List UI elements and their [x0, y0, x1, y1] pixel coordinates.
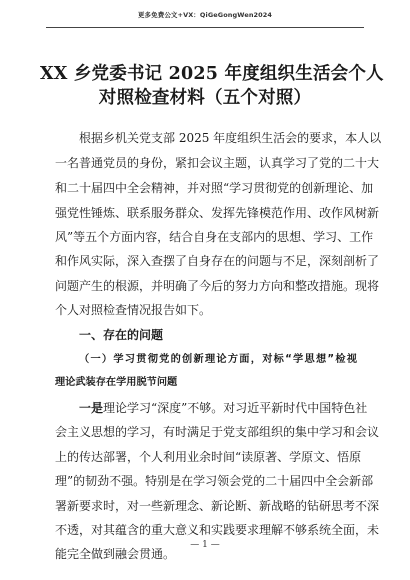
problem-paragraph-line: 理”的韧劲不强。特别是在学习领会党的二十届四中全会新部: [55, 474, 374, 488]
problem-paragraph-line: 署新要求时，对一些新理念、新论断、新战略的钻研思考不深: [55, 499, 380, 513]
page-number: — 1 —: [190, 540, 220, 550]
intro-line: 个人对照检查情况报告如下。: [55, 303, 212, 317]
document-header-note: 更多免费公文+VX：QiGeGongWen2024: [137, 11, 273, 19]
intro-line: 一名普通党员的身份，紧扣会议主题，认真学习了党的二十大: [55, 156, 380, 170]
paragraph-first-line-text: 理论学习“深度”不够。对习近平新时代中国特色社: [103, 401, 368, 415]
intro-line: 和作风实际，深入查摆了自身存在的问题与不足，深刻剖析了: [55, 254, 380, 268]
section-heading-problems: 一、存在的问题: [79, 328, 164, 342]
subsection-heading-line-2: 理论武装存在学用脱节问题: [55, 377, 178, 388]
intro-line: 问题产生的根源，并明确了今后的努力方向和整改措施。现将: [55, 279, 380, 293]
intro-line: 强党性锤炼、联系服务群众、发挥先锋模范作用、改作风树新: [55, 206, 380, 220]
paragraph-lead: 一是: [79, 401, 104, 415]
intro-line: 根据乡机关党支部 2025 年度组织生活会的要求，本人以: [79, 131, 382, 145]
subsection-heading-line-1: （一）学习贯彻党的创新理论方面，对标“学思想”检视: [79, 354, 357, 365]
intro-line: 和二十届四中全会精神，并对照“学习贯彻党的创新理论、加: [55, 181, 374, 195]
problem-paragraph-line: 能完全做到融会贯通。: [55, 547, 176, 561]
paragraph-first-line: [79, 400, 368, 416]
problem-paragraph-line: 上的传达部署，个人利用业余时间“读原著、学原文、悟原: [55, 450, 362, 464]
problem-paragraph-line: 不透，对其蕴含的重大意义和实践要求理解不够系统全面，未: [55, 523, 380, 537]
document-title-line-2: 对照检查材料（五个对照）: [98, 88, 312, 108]
header-divider: [46, 27, 364, 28]
problem-paragraph-line: 会主义思想的学习，有时满足于党支部组织的集中学习和会议: [55, 425, 380, 439]
intro-line: 风”等五个方面内容，结合自身在支部内的思想、学习、工作: [55, 230, 374, 244]
document-title-line-1: XX 乡党委书记 2025 年度组织生活会个人: [40, 64, 384, 84]
